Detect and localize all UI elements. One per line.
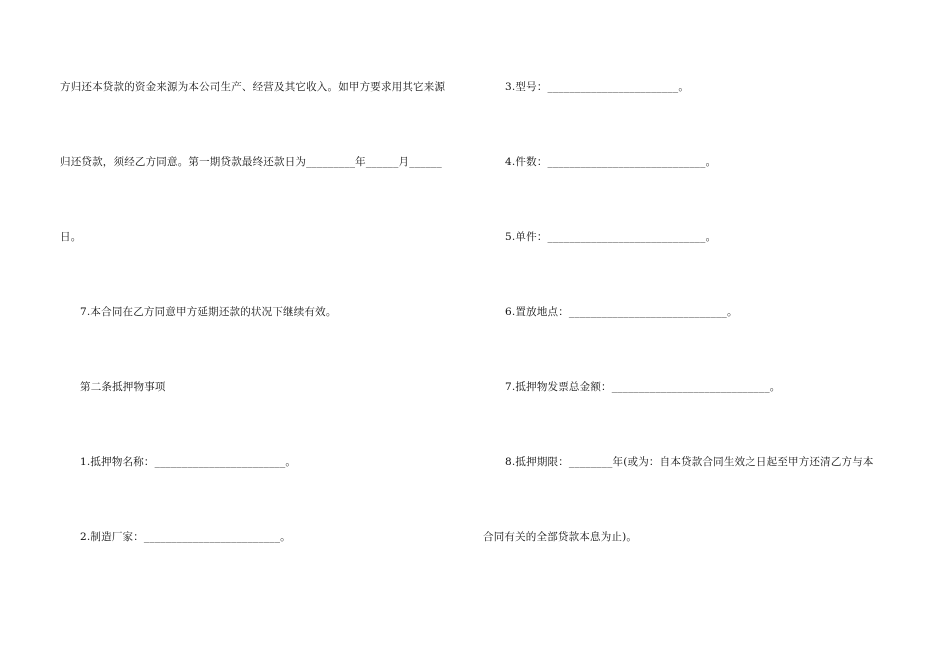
right-line-7: 合同有关的全部贷款本息为止)。 <box>483 531 638 543</box>
right-line-5: 7.抵押物发票总金额：_____________________________。 <box>505 381 781 393</box>
left-line-1: 方归还本贷款的资金来源为本公司生产、经营及其它收入。如甲方要求用其它来源 <box>60 81 446 93</box>
right-line-1: 3.型号：________________________。 <box>505 81 690 93</box>
right-line-4: 6.置放地点：_____________________________。 <box>505 306 738 318</box>
left-line-7: 2.制造厂家：_________________________。 <box>80 531 291 543</box>
section-heading: 第二条抵押物事项 <box>80 381 166 393</box>
left-line-3: 日。 <box>60 231 82 243</box>
right-line-3: 5.单件：_____________________________。 <box>505 231 717 243</box>
left-line-4: 7.本合同在乙方同意甲方延期还款的状况下继续有效。 <box>80 306 337 318</box>
right-line-2: 4.件数：_____________________________。 <box>505 156 717 168</box>
right-line-6: 8.抵押期限：________年(或为：自本贷款合同生效之日起至甲方还清乙方与本 <box>505 456 874 468</box>
left-line-2: 归还贷款，须经乙方同意。第一期贷款最终还款日为_________年______月______ <box>60 156 442 168</box>
left-line-6: 1.抵押物名称：________________________。 <box>80 456 297 468</box>
